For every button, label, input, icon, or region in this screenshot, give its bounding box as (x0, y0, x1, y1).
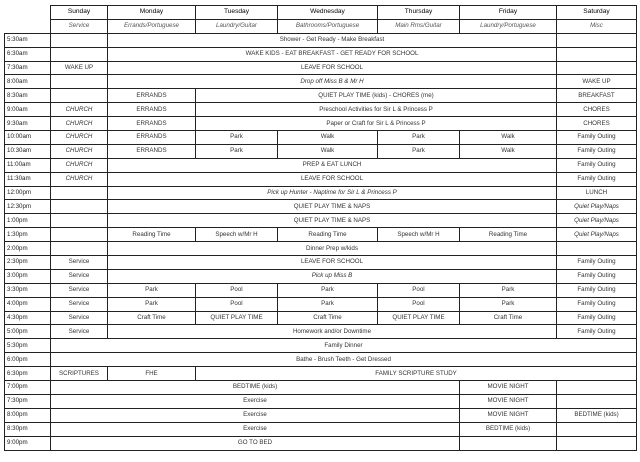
activity-cell: ERRANDS (108, 131, 196, 145)
activity-cell: WAKE UP (557, 75, 637, 89)
activity-cell: ERRANDS (108, 117, 196, 131)
activity-cell: Family Outing (557, 311, 637, 325)
activity-cell: Service (51, 269, 108, 283)
activity-cell: Park (378, 131, 460, 145)
activity-cell: Craft Time (108, 311, 196, 325)
activity-cell: Speech w/Mr H (378, 228, 460, 242)
activity-cell (557, 47, 637, 61)
activity-cell (51, 89, 108, 103)
day-header: Thursday (378, 6, 460, 20)
activity-cell: QUIET PLAY TIME & NAPS (108, 214, 557, 228)
time-label: 8:30am (5, 89, 51, 103)
time-label: 10:00am (5, 131, 51, 145)
activity-cell: Quiet Play/Naps (557, 214, 637, 228)
time-slot-row (5, 61, 637, 75)
time-slot-row (5, 325, 637, 339)
activity-cell: Reading Time (108, 228, 196, 242)
activity-cell (557, 436, 637, 450)
activity-cell (51, 186, 108, 200)
time-slot-row (5, 283, 637, 297)
activity-cell: Service (51, 283, 108, 297)
activity-cell: Park (278, 283, 378, 297)
activity-cell: Family Outing (557, 158, 637, 172)
activity-cell (51, 242, 108, 256)
activity-cell: Service (51, 325, 108, 339)
activity-cell: Bathe - Brush Teeth - Get Dressed (51, 353, 637, 367)
activity-cell: Quiet Play/Naps (557, 200, 637, 214)
time-label: 9:30am (5, 117, 51, 131)
time-label: 1:00pm (5, 214, 51, 228)
activity-cell: Park (196, 131, 278, 145)
day-header-row (5, 6, 637, 20)
activity-cell: CHURCH (51, 103, 108, 117)
activity-cell: CHORES (557, 117, 637, 131)
activity-cell: BEDTIME (kids) (460, 422, 557, 436)
time-label: 5:00pm (5, 325, 51, 339)
time-slot-row (5, 339, 637, 353)
activity-cell: Exercise (51, 394, 460, 408)
time-slot-row (5, 408, 637, 422)
activity-cell: Pick up Miss B (108, 269, 557, 283)
activity-cell: ERRANDS (108, 144, 196, 158)
time-slot-row (5, 200, 637, 214)
activity-cell: Speech w/Mr H (196, 228, 278, 242)
day-header: Tuesday (196, 6, 278, 20)
time-slot-row (5, 131, 637, 145)
time-label: 9:00pm (5, 436, 51, 450)
time-label: 12:00pm (5, 186, 51, 200)
activity-cell: BEDTIME (kids) (557, 408, 637, 422)
time-label: 6:30pm (5, 367, 51, 381)
activity-cell: FAMILY SCRIPTURE STUDY (196, 367, 637, 381)
time-label: 7:30pm (5, 394, 51, 408)
activity-cell: Walk (460, 144, 557, 158)
activity-cell: QUIET PLAY TIME (196, 311, 278, 325)
time-slot-row (5, 47, 637, 61)
activity-cell (460, 436, 557, 450)
time-label: 2:00pm (5, 242, 51, 256)
activity-cell: LEAVE FOR SCHOOL (108, 172, 557, 186)
activity-cell (557, 33, 637, 47)
time-slot-row (5, 394, 637, 408)
time-slot-row (5, 158, 637, 172)
chore-label: Laundry/Guitar (196, 19, 278, 33)
time-label: 6:30am (5, 47, 51, 61)
time-slot-row (5, 172, 637, 186)
activity-cell: Service (51, 256, 108, 270)
time-label: 7:30am (5, 61, 51, 75)
activity-cell (51, 214, 108, 228)
time-slot-row (5, 144, 637, 158)
activity-cell: WAKE UP (51, 61, 108, 75)
activity-cell (51, 33, 108, 47)
activity-cell: Park (108, 283, 196, 297)
time-slot-row (5, 242, 637, 256)
day-header: Friday (460, 6, 557, 20)
time-slot-row (5, 381, 637, 395)
chore-label: Service (51, 19, 108, 33)
time-label: 1:30pm (5, 228, 51, 242)
activity-cell: Pick up Hunter - Naptime for Sir L & Princess P (108, 186, 557, 200)
time-slot-row (5, 117, 637, 131)
chore-label: Main Rms/Guitar (378, 19, 460, 33)
activity-cell: LUNCH (557, 186, 637, 200)
time-slot-row (5, 269, 637, 283)
activity-cell: Family Outing (557, 172, 637, 186)
activity-cell: QUIET PLAY TIME & NAPS (108, 200, 557, 214)
time-slot-row (5, 311, 637, 325)
activity-cell: Drop off Miss B & Mr H (108, 75, 557, 89)
time-slot-row (5, 228, 637, 242)
time-slot-row (5, 422, 637, 436)
activity-cell: Park (460, 297, 557, 311)
time-slot-row (5, 186, 637, 200)
time-label: 10:30am (5, 144, 51, 158)
activity-cell (557, 61, 637, 75)
activity-cell: Park (196, 144, 278, 158)
day-header: Monday (108, 6, 196, 20)
activity-cell (557, 422, 637, 436)
day-header: Sunday (51, 6, 108, 20)
time-label: 8:00pm (5, 408, 51, 422)
activity-cell: Exercise (51, 422, 460, 436)
activity-cell: Walk (460, 131, 557, 145)
activity-cell: Homework and/or Downtime (108, 325, 557, 339)
activity-cell: Exercise (51, 408, 460, 422)
time-slot-row (5, 256, 637, 270)
activity-cell: LEAVE FOR SCHOOL (108, 256, 557, 270)
activity-cell: PREP & EAT LUNCH (108, 158, 557, 172)
activity-cell: GO TO BED (51, 436, 460, 450)
time-label: 9:00am (5, 103, 51, 117)
time-label: 5:30am (5, 33, 51, 47)
activity-cell: QUIET PLAY TIME (378, 311, 460, 325)
activity-cell: Pool (196, 297, 278, 311)
activity-cell: Family Outing (557, 283, 637, 297)
activity-cell: MOVIE NIGHT (460, 381, 557, 395)
activity-cell: Dinner Prep w/kids (108, 242, 557, 256)
time-slot-row (5, 75, 637, 89)
activity-cell: Pool (196, 283, 278, 297)
chore-label: Laundry/Portuguese (460, 19, 557, 33)
time-label: 4:00pm (5, 297, 51, 311)
activity-cell: Family Dinner (51, 339, 637, 353)
activity-cell: Quiet Play/Naps (557, 228, 637, 242)
activity-cell: Reading Time (460, 228, 557, 242)
chore-label: Bathrooms/Portuguese (278, 19, 378, 33)
activity-cell: Park (460, 283, 557, 297)
activity-cell: SCRIPTURES (51, 367, 108, 381)
activity-cell: Service (51, 297, 108, 311)
activity-cell: Pool (378, 283, 460, 297)
activity-cell: ERRANDS (108, 103, 196, 117)
activity-cell: CHURCH (51, 158, 108, 172)
activity-cell: ERRANDS (108, 89, 196, 103)
corner-cell (5, 19, 51, 33)
activity-cell: Park (378, 144, 460, 158)
activity-cell: Walk (278, 144, 378, 158)
activity-cell: Family Outing (557, 269, 637, 283)
activity-cell: WAKE KIDS - EAT BREAKFAST - GET READY FOR SCHOOL (108, 47, 557, 61)
activity-cell: Park (108, 297, 196, 311)
activity-cell: Family Outing (557, 325, 637, 339)
time-label: 3:00pm (5, 269, 51, 283)
activity-cell: Family Outing (557, 131, 637, 145)
time-label: 2:30pm (5, 256, 51, 270)
time-slot-row (5, 367, 637, 381)
activity-cell: FHE (108, 367, 196, 381)
activity-cell: Pool (378, 297, 460, 311)
activity-cell: Preschool Activities for Sir L & Princess P (196, 103, 557, 117)
activity-cell (51, 47, 108, 61)
activity-cell: Service (51, 311, 108, 325)
chore-row (5, 19, 637, 33)
activity-cell: Paper or Craft for Sir L & Princess P (196, 117, 557, 131)
corner-cell (5, 6, 51, 20)
activity-cell: Shower - Get Ready - Make Breakfast (108, 33, 557, 47)
activity-cell: CHURCH (51, 172, 108, 186)
time-label: 6:00pm (5, 353, 51, 367)
time-slot-row (5, 33, 637, 47)
weekly-schedule-table (4, 5, 637, 451)
activity-cell: Family Outing (557, 297, 637, 311)
activity-cell: Craft Time (278, 311, 378, 325)
activity-cell: Craft Time (460, 311, 557, 325)
activity-cell: MOVIE NIGHT (460, 408, 557, 422)
activity-cell: CHORES (557, 103, 637, 117)
activity-cell (51, 228, 108, 242)
activity-cell: QUIET PLAY TIME (kids) - CHORES (me) (196, 89, 557, 103)
activity-cell: Family Outing (557, 256, 637, 270)
time-label: 8:30pm (5, 422, 51, 436)
time-label: 11:00am (5, 158, 51, 172)
activity-cell: LEAVE FOR SCHOOL (108, 61, 557, 75)
time-label: 12:30pm (5, 200, 51, 214)
time-label: 8:00am (5, 75, 51, 89)
time-slot-row (5, 297, 637, 311)
activity-cell (51, 200, 108, 214)
activity-cell: Family Outing (557, 144, 637, 158)
activity-cell: Walk (278, 131, 378, 145)
activity-cell: CHURCH (51, 131, 108, 145)
time-label: 3:30pm (5, 283, 51, 297)
day-header: Wednesday (278, 6, 378, 20)
time-label: 11:30am (5, 172, 51, 186)
day-header: Saturday (557, 6, 637, 20)
time-label: 5:30pm (5, 339, 51, 353)
time-slot-row (5, 103, 637, 117)
time-slot-row (5, 353, 637, 367)
activity-cell: Park (278, 297, 378, 311)
time-label: 4:30pm (5, 311, 51, 325)
activity-cell: MOVIE NIGHT (460, 394, 557, 408)
activity-cell (557, 381, 637, 395)
time-slot-row (5, 436, 637, 450)
activity-cell: Reading Time (278, 228, 378, 242)
activity-cell (557, 394, 637, 408)
activity-cell: BEDTIME (kids) (51, 381, 460, 395)
activity-cell: CHURCH (51, 117, 108, 131)
activity-cell: BREAKFAST (557, 89, 637, 103)
time-label: 7:00pm (5, 381, 51, 395)
activity-cell: CHURCH (51, 144, 108, 158)
time-slot-row (5, 214, 637, 228)
activity-cell (557, 242, 637, 256)
time-slot-row (5, 89, 637, 103)
chore-label: Errands/Portuguese (108, 19, 196, 33)
activity-cell (51, 75, 108, 89)
chore-label: Misc (557, 19, 637, 33)
